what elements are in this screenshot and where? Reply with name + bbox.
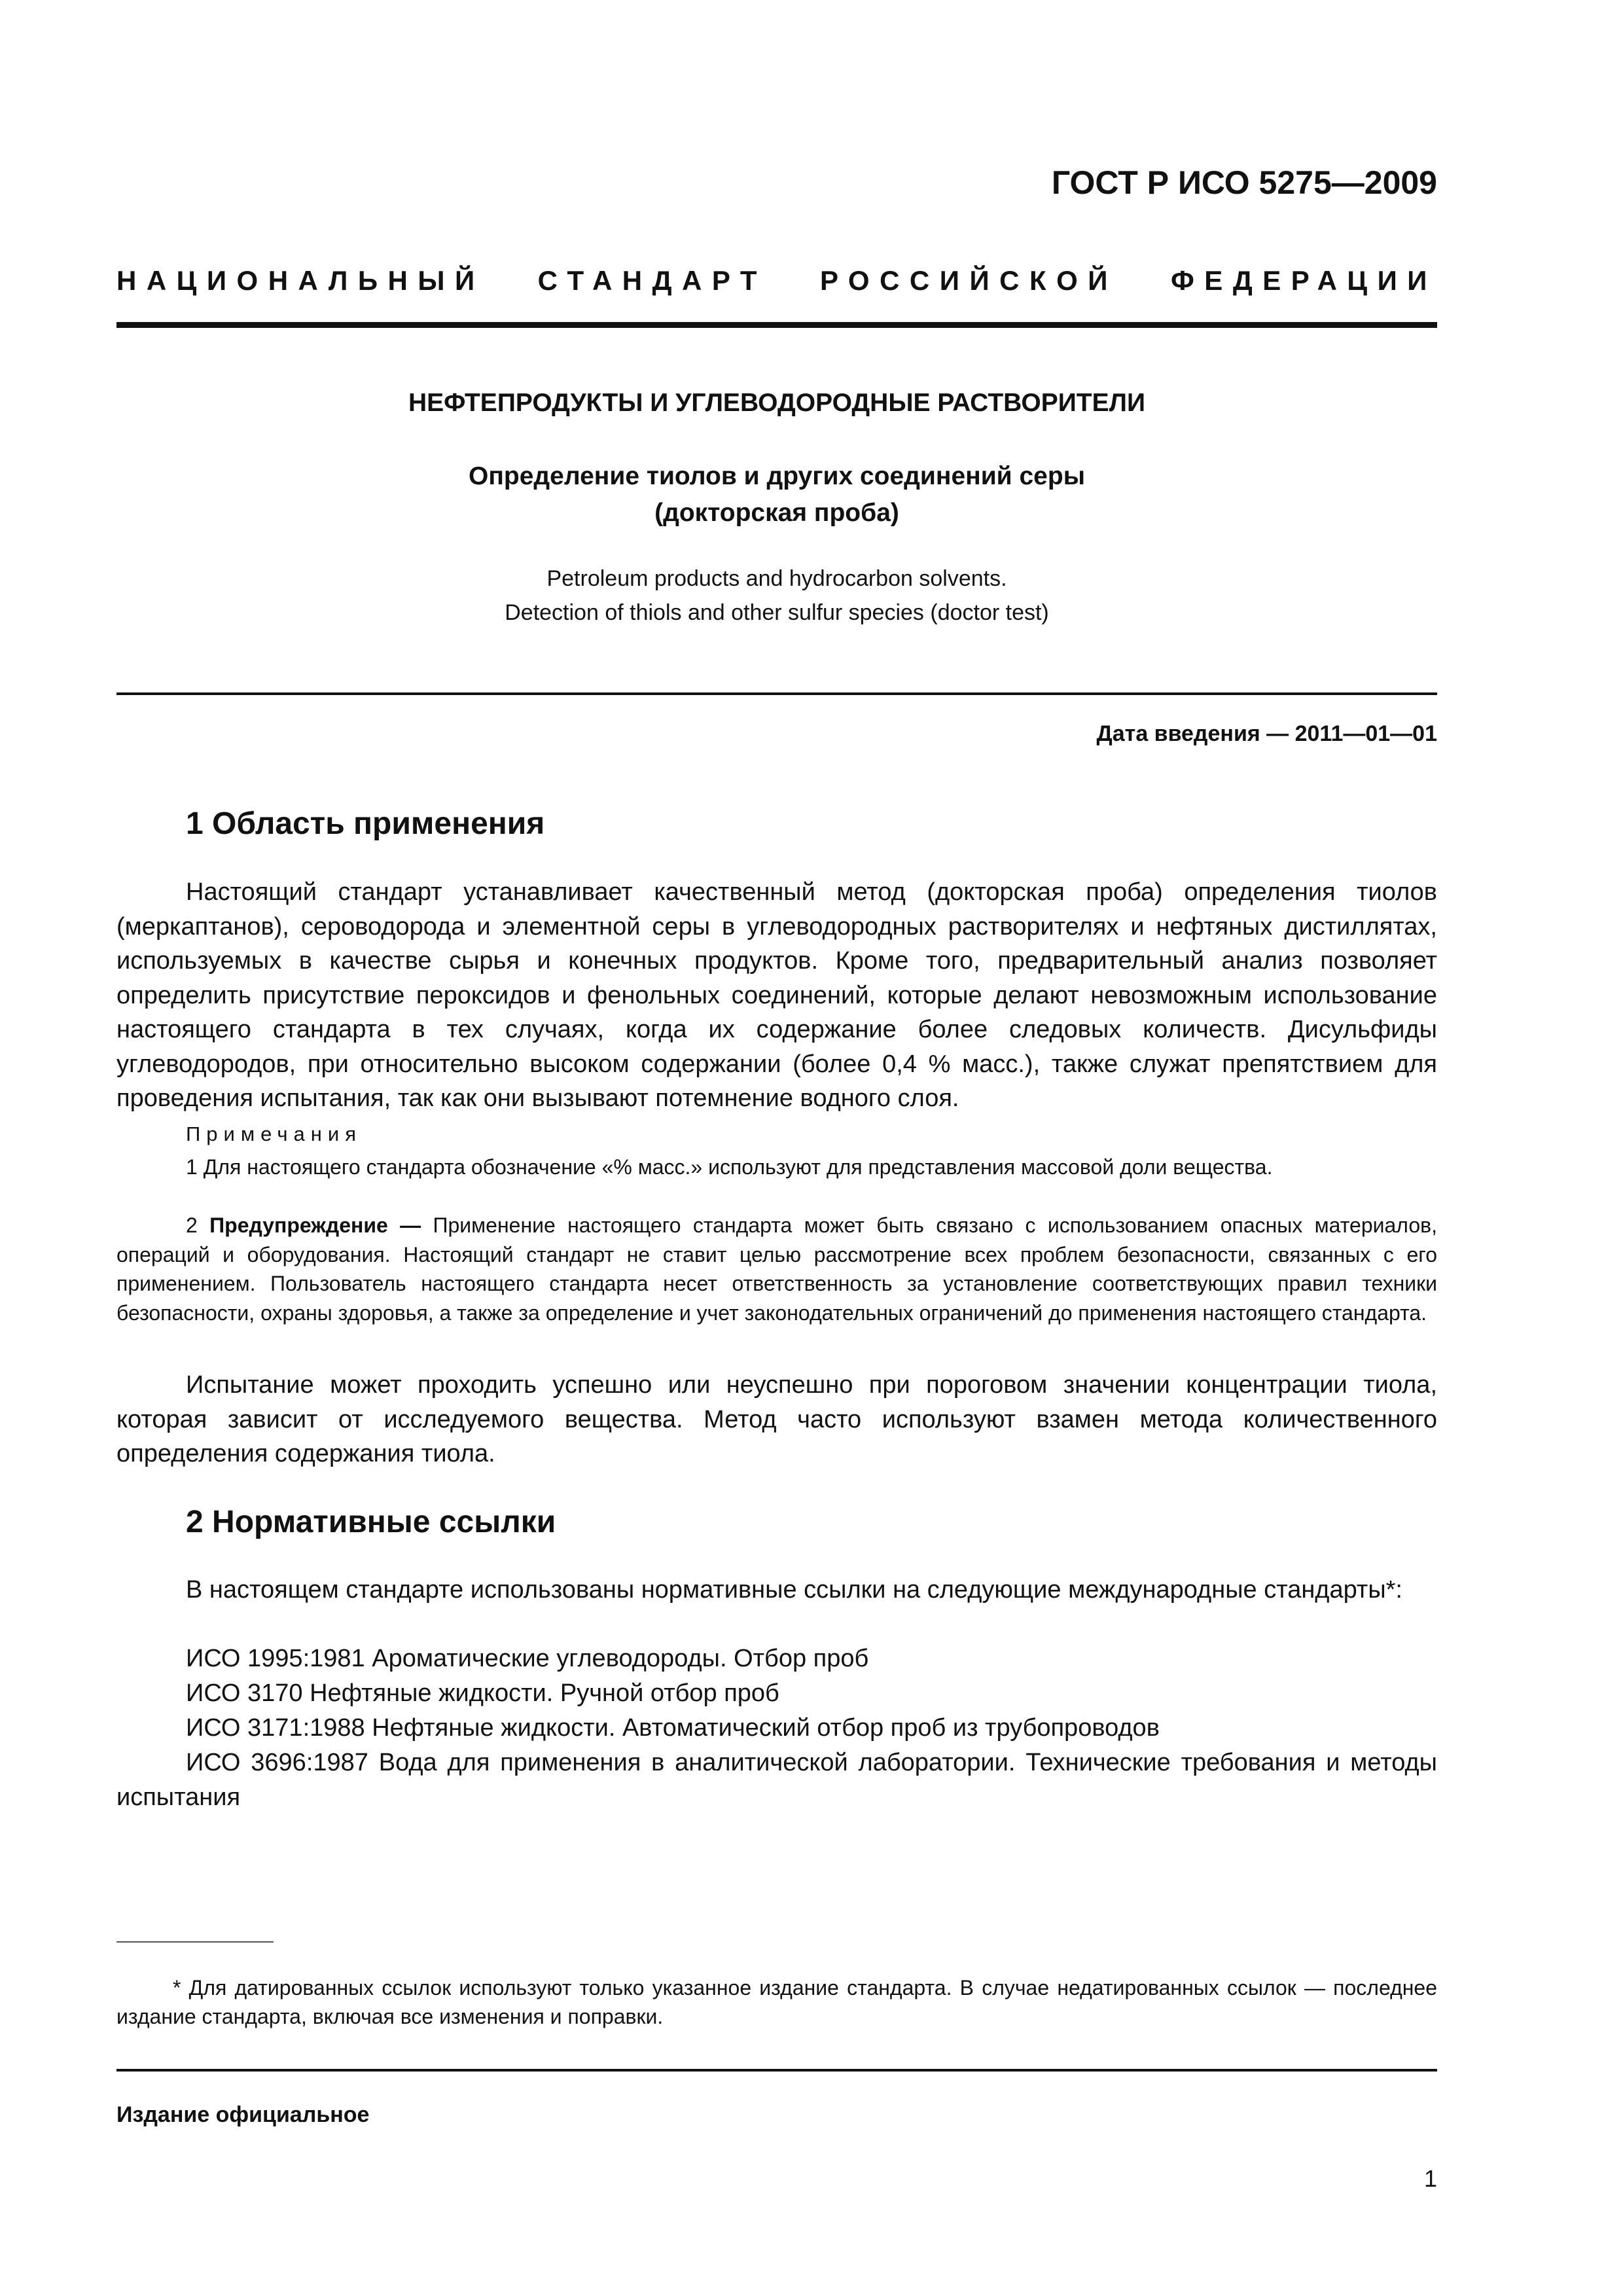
banner-word-russian: РОССИЙСКОЙ (819, 265, 1118, 296)
banner-word-standard: СТАНДАРТ (537, 265, 767, 296)
document-subtitle (116, 458, 1437, 531)
page-number: 1 (1423, 2165, 1437, 2192)
english-title-line-1: Petroleum products and hydrocarbon solvents. (546, 566, 1007, 591)
footer-divider (116, 2069, 1437, 2072)
section-1-heading: 1 Область применения (186, 806, 545, 841)
english-title-line-2: Detection of thiols and other sulfur species (doctor test) (505, 600, 1049, 625)
document-page (116, 0, 1437, 2296)
footnote-divider (116, 1941, 274, 1943)
note-1: 1 Для настоящего стандарта обозначение «% масс.» используют для представления массовой доли вещества. (186, 1155, 1273, 1179)
section-1-paragraph: Настоящий стандарт устанавливает качественный метод (докторская проба) определения тиолов (меркаптанов), сероводорода и элементной серы в углеводородных растворителях и нефтяных дистиллятах, используемых в качестве сырья и конечных продуктов. Кроме того, предварительный анализ позволяет определить присутствие пероксидов и фенольных соединений, которые делают невозможным использование настоящего стандарта в тех случаях, когда их содержание более следовых количеств. Дисульфиды углеводородов, при относительно высоком содержании (более 0,4 % масс.), также служат препятствием для проведения испытания, так как они вызывают потемнение водного слоя. (116, 878, 1437, 1112)
title-divider (116, 692, 1437, 695)
subtitle-line-1: Определение тиолов и других соединений серы (468, 462, 1086, 490)
section-1-paragraph-2: Испытание может проходить успешно или неуспешно при пороговом значении концентрации тиола, которая зависит от исследуемого вещества. Метод часто используют взамен метода количественного определения содержания тиола. (116, 1371, 1437, 1467)
reference-iso-3170: ИСО 3170 Нефтяные жидкости. Ручной отбор проб (186, 1679, 779, 1707)
section-2-heading: 2 Нормативные ссылки (186, 1505, 556, 1539)
notes-title: Примечания (186, 1122, 362, 1145)
national-standard-banner (116, 265, 1437, 296)
reference-iso-3696: ИСО 3696:1987 Вода для применения в аналитической лаборатории. Технические требования и методы испытания (116, 1749, 1437, 1811)
note-2-text: Применение настоящего стандарта может быть связано с использованием опасных материалов, операций и оборудования. Настоящий стандарт не ставит целью рассмотрение всех проблем безопасности, связанных с его применением. Пользователь настоящего стандарта несет ответственность за установление соответствующих правил техники безопасности, охраны здоровья, а также за определение и учет законодательных ограничений до применения настоящего стандарта. (116, 1213, 1438, 1325)
banner-word-federation: ФЕДЕРАЦИИ (1170, 265, 1437, 296)
official-edition-label: Издание официальное (116, 2102, 370, 2127)
document-title: НЕФТЕПРОДУКТЫ И УГЛЕВОДОРОДНЫЕ РАСТВОРИТЕЛИ (408, 389, 1145, 417)
section-2-intro: В настоящем стандарте использованы нормативные ссылки на следующие международные стандарты*: (186, 1576, 1402, 1604)
reference-iso-3171: ИСО 3171:1988 Нефтяные жидкости. Автоматический отбор проб из трубопроводов (186, 1714, 1160, 1742)
english-title (116, 562, 1437, 630)
gost-number: ГОСТ Р ИСО 5275—2009 (1051, 164, 1437, 201)
banner-word-national: НАЦИОНАЛЬНЫЙ (116, 265, 485, 296)
subtitle-line-2: (докторская проба) (654, 499, 899, 527)
header-divider (116, 322, 1437, 328)
note-2-number: 2 (186, 1213, 210, 1237)
footnote: * Для датированных ссылок используют только указанное издание стандарта. В случае недатированных ссылок — последнее издание стандарта, включая все изменения и поправки. (116, 1976, 1437, 2028)
reference-iso-1995: ИСО 1995:1981 Ароматические углеводороды. Отбор проб (186, 1645, 869, 1672)
note-2-warning-label: Предупреждение — (209, 1213, 421, 1237)
introduction-date: Дата введения — 2011—01—01 (1096, 721, 1437, 746)
note-2 (116, 1211, 1437, 1327)
